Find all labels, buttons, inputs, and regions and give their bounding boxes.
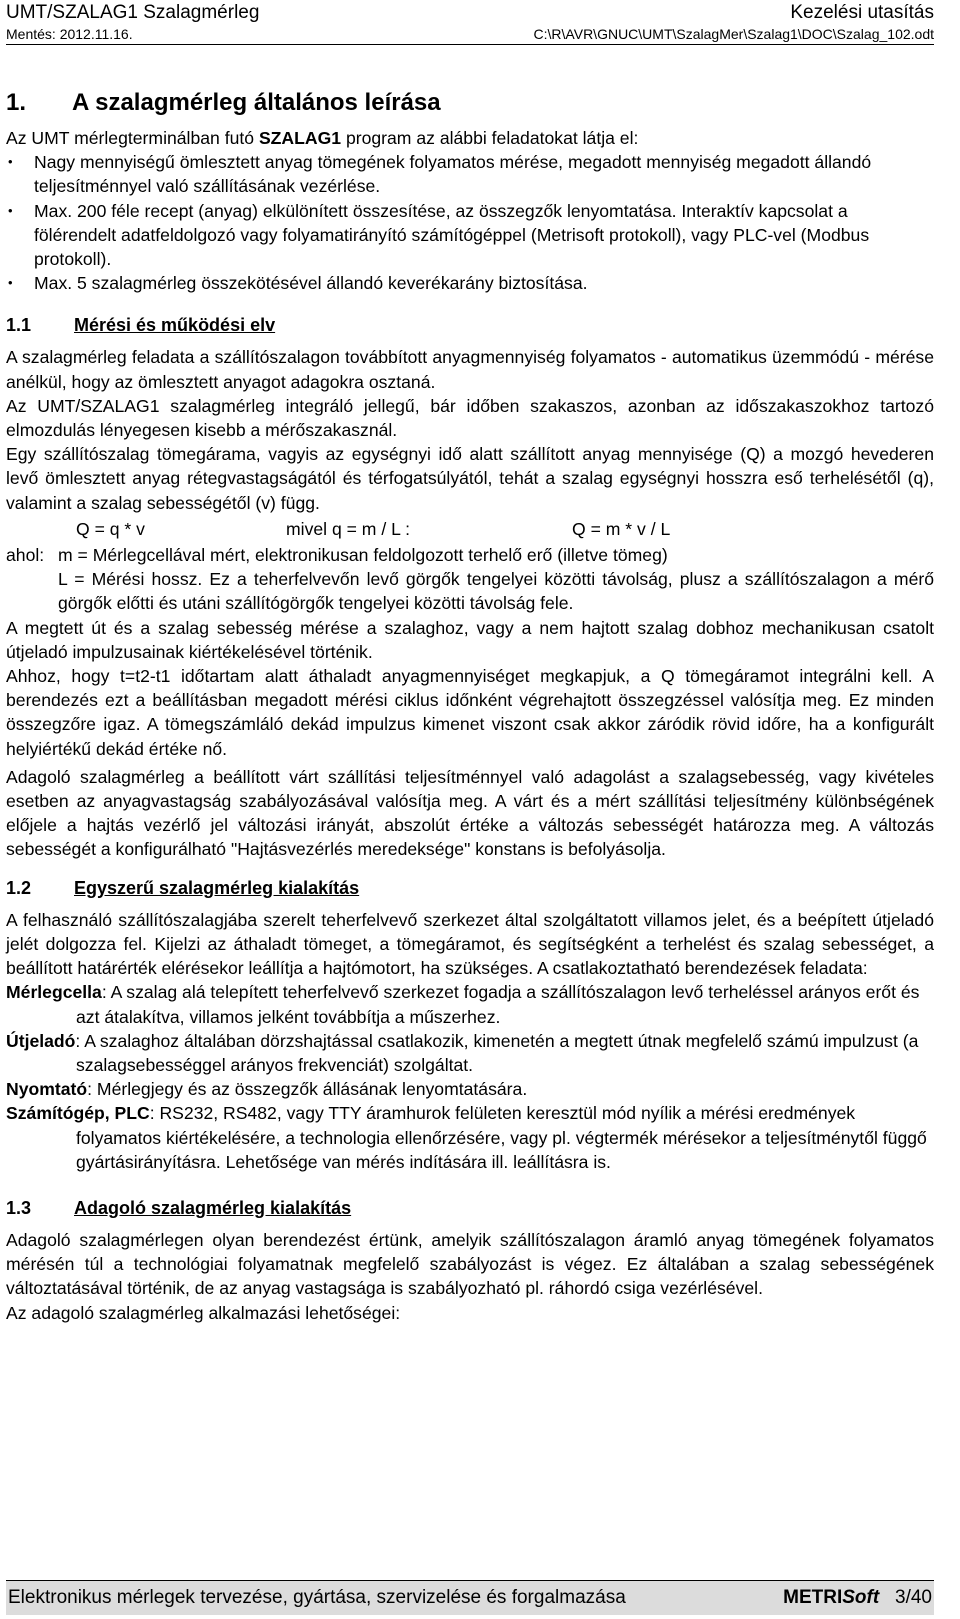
formula-1: Q = q * v <box>76 518 145 539</box>
header-file-path: C:\R\AVR\GNUC\UMT\SzalagMer\Szalag1\DOC\Szalag_102.odt <box>533 26 934 42</box>
section-title: Egyszerű szalagmérleg kialakítás <box>74 877 360 898</box>
section-title: Mérési és működési elv <box>74 315 276 336</box>
page-content <box>6 88 934 1325</box>
list-item: • Max. 200 féle recept (anyag) elkülönített összesítése, az összegzők lenyomtatása. Interaktív kapcsolat a fölérendelt adatfeldolgozó vagy folyamatirányító számítógéppel (Metrisoft protokoll), vagy PLC-vel (Modbus protokoll). <box>6 199 934 272</box>
term-label: Nyomtató <box>6 1079 88 1100</box>
formula-3: Q = m * v / L <box>572 518 671 539</box>
definition-L: L = Mérési hossz. Ez a teherfelvevőn levő görgők tengelyei közötti távolság, plusz a szállítószalagon a mérő görgők előtti és utáni szállítógörgők tengelyei közötti távolság fele. <box>58 569 934 614</box>
paragraph: A szalagmérleg feladata a szállítószalagon továbbított anyagmennyiség folyamatos - automatikus üzemmódú - mérése anélkül, hogy az ömlesztett anyagot adagokra osztaná. <box>6 347 934 392</box>
list-item: • Max. 5 szalagmérleg összekötésével állandó keverékarány biztosítása. <box>6 271 934 295</box>
brand-logo-text <box>783 1587 879 1608</box>
program-name: SZALAG1 <box>258 128 342 148</box>
brand-italic: Soft <box>842 1587 880 1608</box>
term-label: Útjeladó <box>6 1030 76 1051</box>
term-item <box>6 1101 934 1174</box>
formula-row <box>6 517 934 541</box>
section-title: Adagoló szalagmérleg kialakítás <box>74 1197 352 1218</box>
intro-paragraph <box>6 126 934 150</box>
term-text: : A szalag alá telepített teherfelvevő szerkezet fogadja a szállítószalagon levő terheléssel arányos erőt és azt átalakítva, villamos jelként továbbítja a műszerhez. <box>76 982 920 1027</box>
paragraph: Az adagoló szalagmérleg alkalmazási lehetőségei: <box>6 1302 401 1323</box>
term-label: Számítógép, PLC <box>6 1103 150 1124</box>
section-title: A szalagmérleg általános leírása <box>72 89 441 116</box>
header-saved-date: Mentés: 2012.11.16. <box>6 26 133 42</box>
header-doc-type: Kezelési utasítás <box>790 2 934 23</box>
section-1-2-heading <box>6 876 934 900</box>
term-text: : RS232, RS482, vagy TTY áramhurok felületen keresztül mód nyílik a mérési eredmények folyamatos kiértékelésére, a technologia ellenőrzésére, vagy pl. végtermék mérésekor a teljesítménytől függő gyártásirányításra. Lehetősége van mérés indítására ill. leállításra is. <box>76 1103 927 1172</box>
paragraph: Ahhoz, hogy t=t2-t1 időtartam alatt áthaladt anyagmennyiséget megkapjuk, a Q tömegáramot integrálni kell. A berendezés ezt a beállításban megadott mérési ciklus időnként végrehajtott összegzéssel valósítja meg. Ez minden összegzőre igaz. A tömegszámláló dekád impulzus kimenet viszont csak akkor záródik rövid időre, ha a konfigurált helyiértékű dekád értéke nő. <box>6 666 934 759</box>
footer-text: Elektronikus mérlegek tervezése, gyártása, szervizelése és forgalmazása <box>8 1587 626 1608</box>
document-page <box>6 0 934 1619</box>
paragraph: Adagoló szalagmérleg a beállított várt szállítási teljesítménnyel való adagolást a szalagsebesség, vagy kivételes esetben az anyagvastagság szabályozásával valósítja meg. A várt és a mért szállítási teljesítmény különbségének előjele a hajtás vezérlő jel változási irányát, abszolút értéke a változás sebességét határozza meg. A változás sebességét a konfigurálható "Hajtásvezérlés meredeksége" konstans is befolyásolja. <box>6 766 934 860</box>
page-number: 3/40 <box>895 1587 932 1608</box>
feature-list <box>6 150 934 295</box>
section-1-heading <box>6 88 934 118</box>
intro-text: Az UMT mérlegterminálban futó <box>6 128 259 148</box>
intro-text-tail: program az alábbi feladatokat látja el: <box>341 128 639 148</box>
section-number: 1.1 <box>6 315 32 336</box>
definition-label: ahol: <box>6 545 45 566</box>
definition-text: m = Mérlegcellával mért, elektronikusan feldolgozott terhelő erő (illetve tömeg) <box>58 545 668 566</box>
term-item <box>6 1029 934 1077</box>
header-title: UMT/SZALAG1 Szalagmérleg <box>6 2 260 23</box>
term-item <box>6 980 934 1028</box>
term-text: : A szalaghoz általában dörzshajtással csatlakozik, kimenetén a megtett útnak megfelelő számú impulzust (a szalagsebességgel arányos frekvenciát) szolgáltat. <box>75 1030 919 1075</box>
list-item: • Nagy mennyiségű ömlesztett anyag tömegének folyamatos mérése, megadott mennyiség megadott állandó teljesítménnyel való szállításának vezérlése. <box>6 150 934 198</box>
section-number: 1.2 <box>6 877 32 898</box>
section-number: 1. <box>6 89 27 116</box>
brand-bold: METRI <box>783 1587 843 1608</box>
paragraph: A megtett út és a szalag sebesség mérése a szalaghoz, vagy a nem hajtott szalag dobhoz mechanikusan csatolt útjeladó impulzusainak kiértékelésével történik. <box>6 617 934 662</box>
definition-m <box>6 543 934 567</box>
paragraph: Egy szállítószalag tömegárama, vagyis az egységnyi idő alatt szállított anyag mennyisége (Q) a mozgó hevederen levő ömlesztett anyag rétegvastagságától és térfogatsúlyától, tehát a szalag egységnyi hosszra eső terhelésétől (q), valamint a szalag sebességétől (v) függ. <box>6 444 934 513</box>
page-footer <box>6 1580 934 1615</box>
formula-2: mivel q = m / L : <box>286 518 411 539</box>
paragraph: A felhasználó szállítószalagjába szerelt teherfelvevő szerkezet által szolgáltatott villamos jelet, és a beépített útjeladó jelét dolgozza fel. Kijelzi az áthaladt tömeget, a tömegáramot, és segítségként a terhelést és szalag sebességet, a beállított határérték elérésekor leállítja a hajtómotort, ha szükséges. A csatlakoztatható berendezések feladata: <box>6 909 934 979</box>
term-text: : Mérlegjegy és az összegzők állásának lenyomtatására. <box>87 1079 528 1100</box>
paragraph: Az UMT/SZALAG1 szalagmérleg integráló jellegű, bár időben szakaszos, azonban az időszakaszokhoz tartozó elmozdulás lényegesen kisebb a mérőszakasznál. <box>6 395 934 441</box>
section-1-3-heading <box>6 1196 934 1220</box>
paragraph: Adagoló szalagmérlegen olyan berendezést értünk, amelyik szállítószalagon áramló anyag tömegének folyamatos mérésén túl a technológiai folyamatnak megfelelő szabályozást is végez. Ez általában a szalag sebességének változtatásával történik, de az anyag vastagsága is szabályozható pl. ráhordó csiga vezérlésével. <box>6 1229 934 1299</box>
section-number: 1.3 <box>6 1197 32 1218</box>
term-label: Mérlegcella <box>6 982 102 1003</box>
term-item <box>6 1077 934 1101</box>
page-header <box>6 0 934 45</box>
section-1-1-heading <box>6 313 934 337</box>
footer-brand-page <box>783 1581 932 1615</box>
